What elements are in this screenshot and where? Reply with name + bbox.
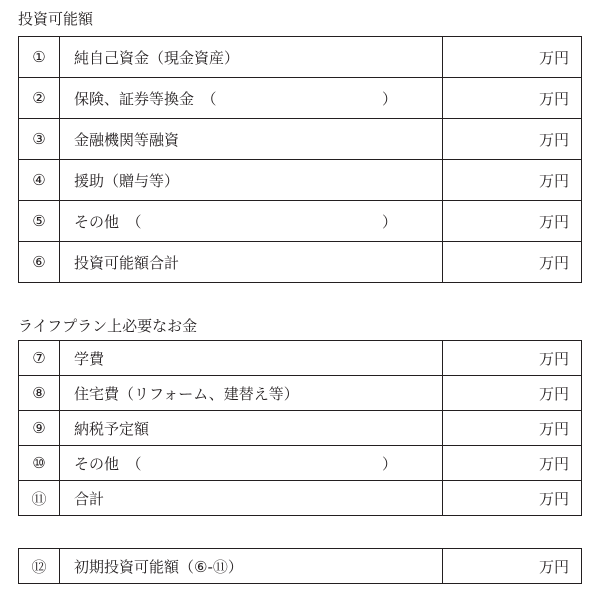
row-label <box>60 376 443 411</box>
investable-amount-table <box>18 36 582 283</box>
row-label-text: 合計 <box>74 489 105 508</box>
table-row <box>19 341 582 376</box>
row-label-text: 納税予定額 <box>74 419 150 438</box>
amount-cell[interactable] <box>443 119 582 160</box>
table-row <box>19 78 582 119</box>
amount-cell[interactable] <box>443 376 582 411</box>
row-label <box>60 481 443 516</box>
row-number: ④ <box>19 160 60 201</box>
unit-label: 万円 <box>538 171 569 190</box>
row-label-text: 学費 <box>74 349 105 368</box>
unit-label: 万円 <box>538 557 569 576</box>
row-label <box>60 411 443 446</box>
unit-label: 万円 <box>538 89 569 108</box>
table-row <box>19 160 582 201</box>
table-row <box>19 119 582 160</box>
row-label-text: 保険、証券等換金 （ <box>74 89 217 108</box>
row-number: ⑥ <box>19 242 60 283</box>
row-label-text: 援助（贈与等） <box>74 171 180 190</box>
lifeplan-money-table <box>18 340 582 516</box>
row-label <box>60 119 443 160</box>
table-row <box>19 549 582 584</box>
amount-cell[interactable] <box>443 411 582 446</box>
row-number: ⑤ <box>19 201 60 242</box>
unit-label: 万円 <box>538 489 569 508</box>
initial-investable-table <box>18 548 582 584</box>
unit-label: 万円 <box>538 419 569 438</box>
row-number: ① <box>19 37 60 78</box>
row-label-text: その他 （ <box>74 212 142 231</box>
unit-label: 万円 <box>538 130 569 149</box>
table-row <box>19 376 582 411</box>
row-label-text: その他 （ <box>74 454 142 473</box>
row-label <box>60 341 443 376</box>
row-label-text: 初期投資可能額（⑥-⑪） <box>74 557 243 576</box>
row-label <box>60 549 443 584</box>
table-row <box>19 37 582 78</box>
unit-label: 万円 <box>538 253 569 272</box>
row-number: ⑪ <box>19 481 60 516</box>
row-label-text: 純自己資金（現金資産） <box>74 48 240 67</box>
row-label <box>60 201 443 242</box>
unit-label: 万円 <box>538 212 569 231</box>
row-number: ⑦ <box>19 341 60 376</box>
unit-label: 万円 <box>538 454 569 473</box>
row-label <box>60 242 443 283</box>
amount-cell[interactable] <box>443 446 582 481</box>
row-number: ⑩ <box>19 446 60 481</box>
table-row <box>19 446 582 481</box>
unit-label: 万円 <box>538 349 569 368</box>
row-label-paren-close: ） <box>382 212 398 231</box>
amount-cell[interactable] <box>443 341 582 376</box>
row-label <box>60 37 443 78</box>
row-label <box>60 78 443 119</box>
row-label-text: 金融機関等融資 <box>74 130 180 149</box>
unit-label: 万円 <box>538 48 569 67</box>
section-title-investable: 投資可能額 <box>18 10 94 28</box>
row-number: ⑨ <box>19 411 60 446</box>
table-row <box>19 242 582 283</box>
row-label <box>60 446 443 481</box>
amount-cell[interactable] <box>443 160 582 201</box>
amount-cell[interactable] <box>443 549 582 584</box>
amount-cell[interactable] <box>443 242 582 283</box>
row-label <box>60 160 443 201</box>
row-number: ⑫ <box>19 549 60 584</box>
amount-cell[interactable] <box>443 37 582 78</box>
section-title-lifeplan: ライフプラン上必要なお金 <box>18 317 198 335</box>
amount-cell[interactable] <box>443 78 582 119</box>
row-label-paren-close: ） <box>382 454 398 473</box>
unit-label: 万円 <box>538 384 569 403</box>
amount-cell[interactable] <box>443 481 582 516</box>
row-number: ② <box>19 78 60 119</box>
table-row <box>19 201 582 242</box>
amount-cell[interactable] <box>443 201 582 242</box>
row-number: ⑧ <box>19 376 60 411</box>
row-label-paren-close: ） <box>382 89 398 108</box>
row-label-text: 投資可能額合計 <box>74 253 180 272</box>
row-number: ③ <box>19 119 60 160</box>
table-row <box>19 481 582 516</box>
row-label-text: 住宅費（リフォーム、建替え等） <box>74 384 299 403</box>
table-row <box>19 411 582 446</box>
